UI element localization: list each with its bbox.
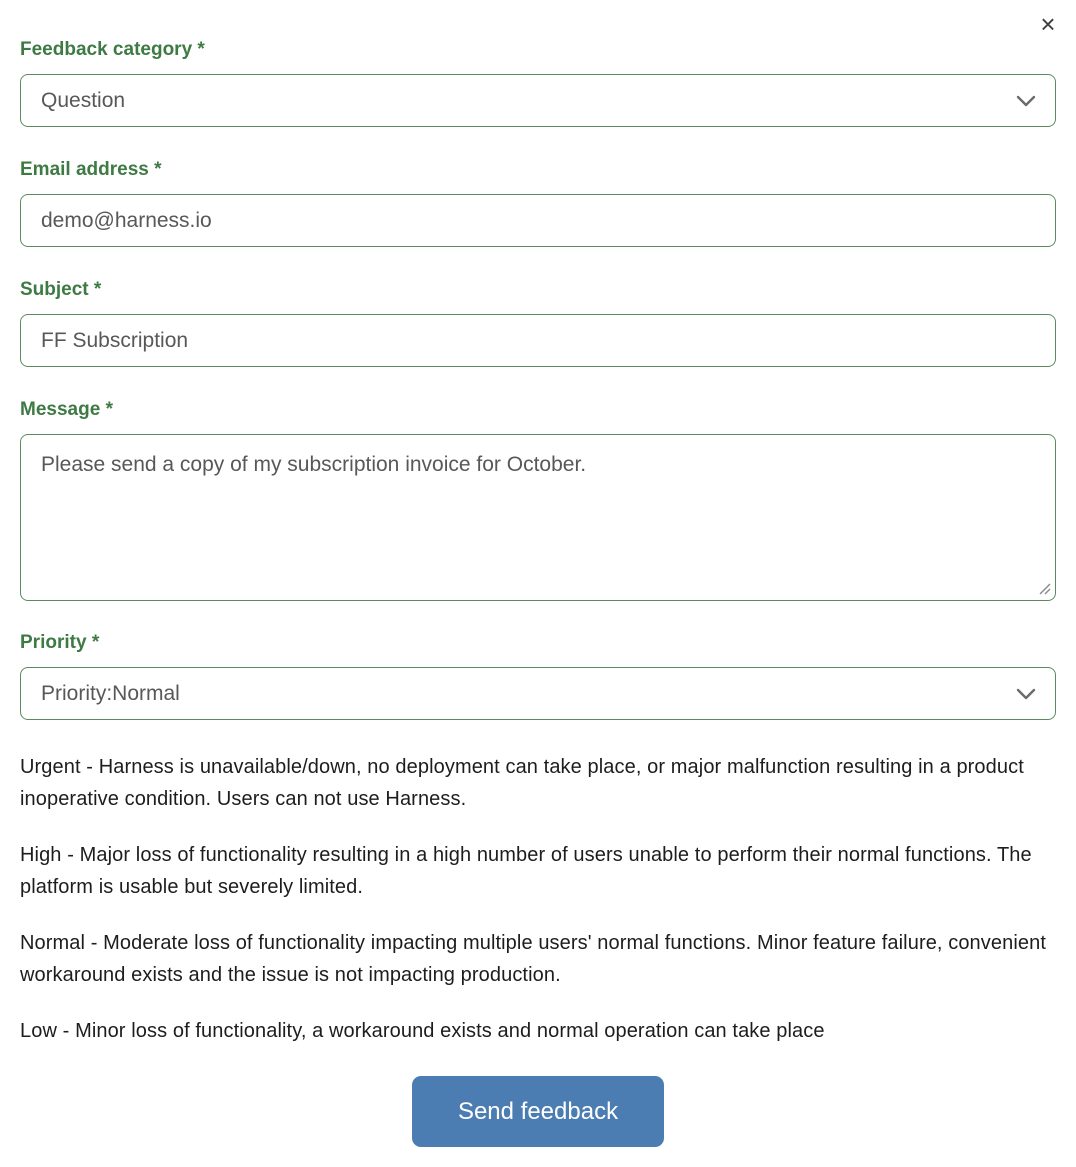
required-asterisk: * bbox=[105, 399, 113, 420]
message-field[interactable] bbox=[20, 434, 1056, 601]
required-asterisk: * bbox=[91, 632, 100, 653]
subject-field[interactable] bbox=[20, 314, 1056, 367]
subject-label bbox=[20, 278, 1056, 301]
required-asterisk: * bbox=[154, 159, 162, 180]
priority-help-low: Low - Minor loss of functionality, a workaround exists and normal operation can take place bbox=[20, 1020, 825, 1042]
message-label-text: Message bbox=[20, 399, 101, 420]
feedback-category-select[interactable] bbox=[20, 74, 1056, 127]
message-field-wrap bbox=[20, 434, 1056, 601]
required-asterisk: * bbox=[197, 39, 205, 60]
send-feedback-button[interactable]: Send feedback bbox=[412, 1076, 664, 1147]
required-asterisk: * bbox=[93, 279, 102, 300]
priority-label-text: Priority bbox=[20, 632, 87, 653]
priority-select-wrap bbox=[20, 667, 1056, 720]
button-row bbox=[20, 1076, 1056, 1147]
priority-help-high: High - Major loss of functionality resulting in a high number of users unable to perform their normal functions. The platform is usable but severely limited. bbox=[20, 844, 1032, 898]
feedback-category-select-wrap bbox=[20, 74, 1056, 127]
email-label bbox=[20, 158, 1056, 181]
message-label bbox=[20, 398, 1056, 421]
priority-label bbox=[20, 631, 1056, 654]
feedback-category-label-text: Feedback category bbox=[20, 39, 193, 60]
priority-help-normal: Normal - Moderate loss of functionality impacting multiple users' normal functions. Minor feature failure, convenient workaround exists and the issue is not impacting production. bbox=[20, 932, 1046, 986]
priority-help-urgent: Urgent - Harness is unavailable/down, no deployment can take place, or major malfunction resulting in a product inoperative condition. Users can not use Harness. bbox=[20, 756, 1024, 810]
feedback-category-label bbox=[20, 38, 1056, 61]
subject-label-text: Subject bbox=[20, 279, 89, 300]
email-field[interactable] bbox=[20, 194, 1056, 247]
email-label-text: Email address bbox=[20, 159, 149, 180]
close-icon[interactable]: × bbox=[1030, 6, 1066, 42]
priority-select[interactable] bbox=[20, 667, 1056, 720]
